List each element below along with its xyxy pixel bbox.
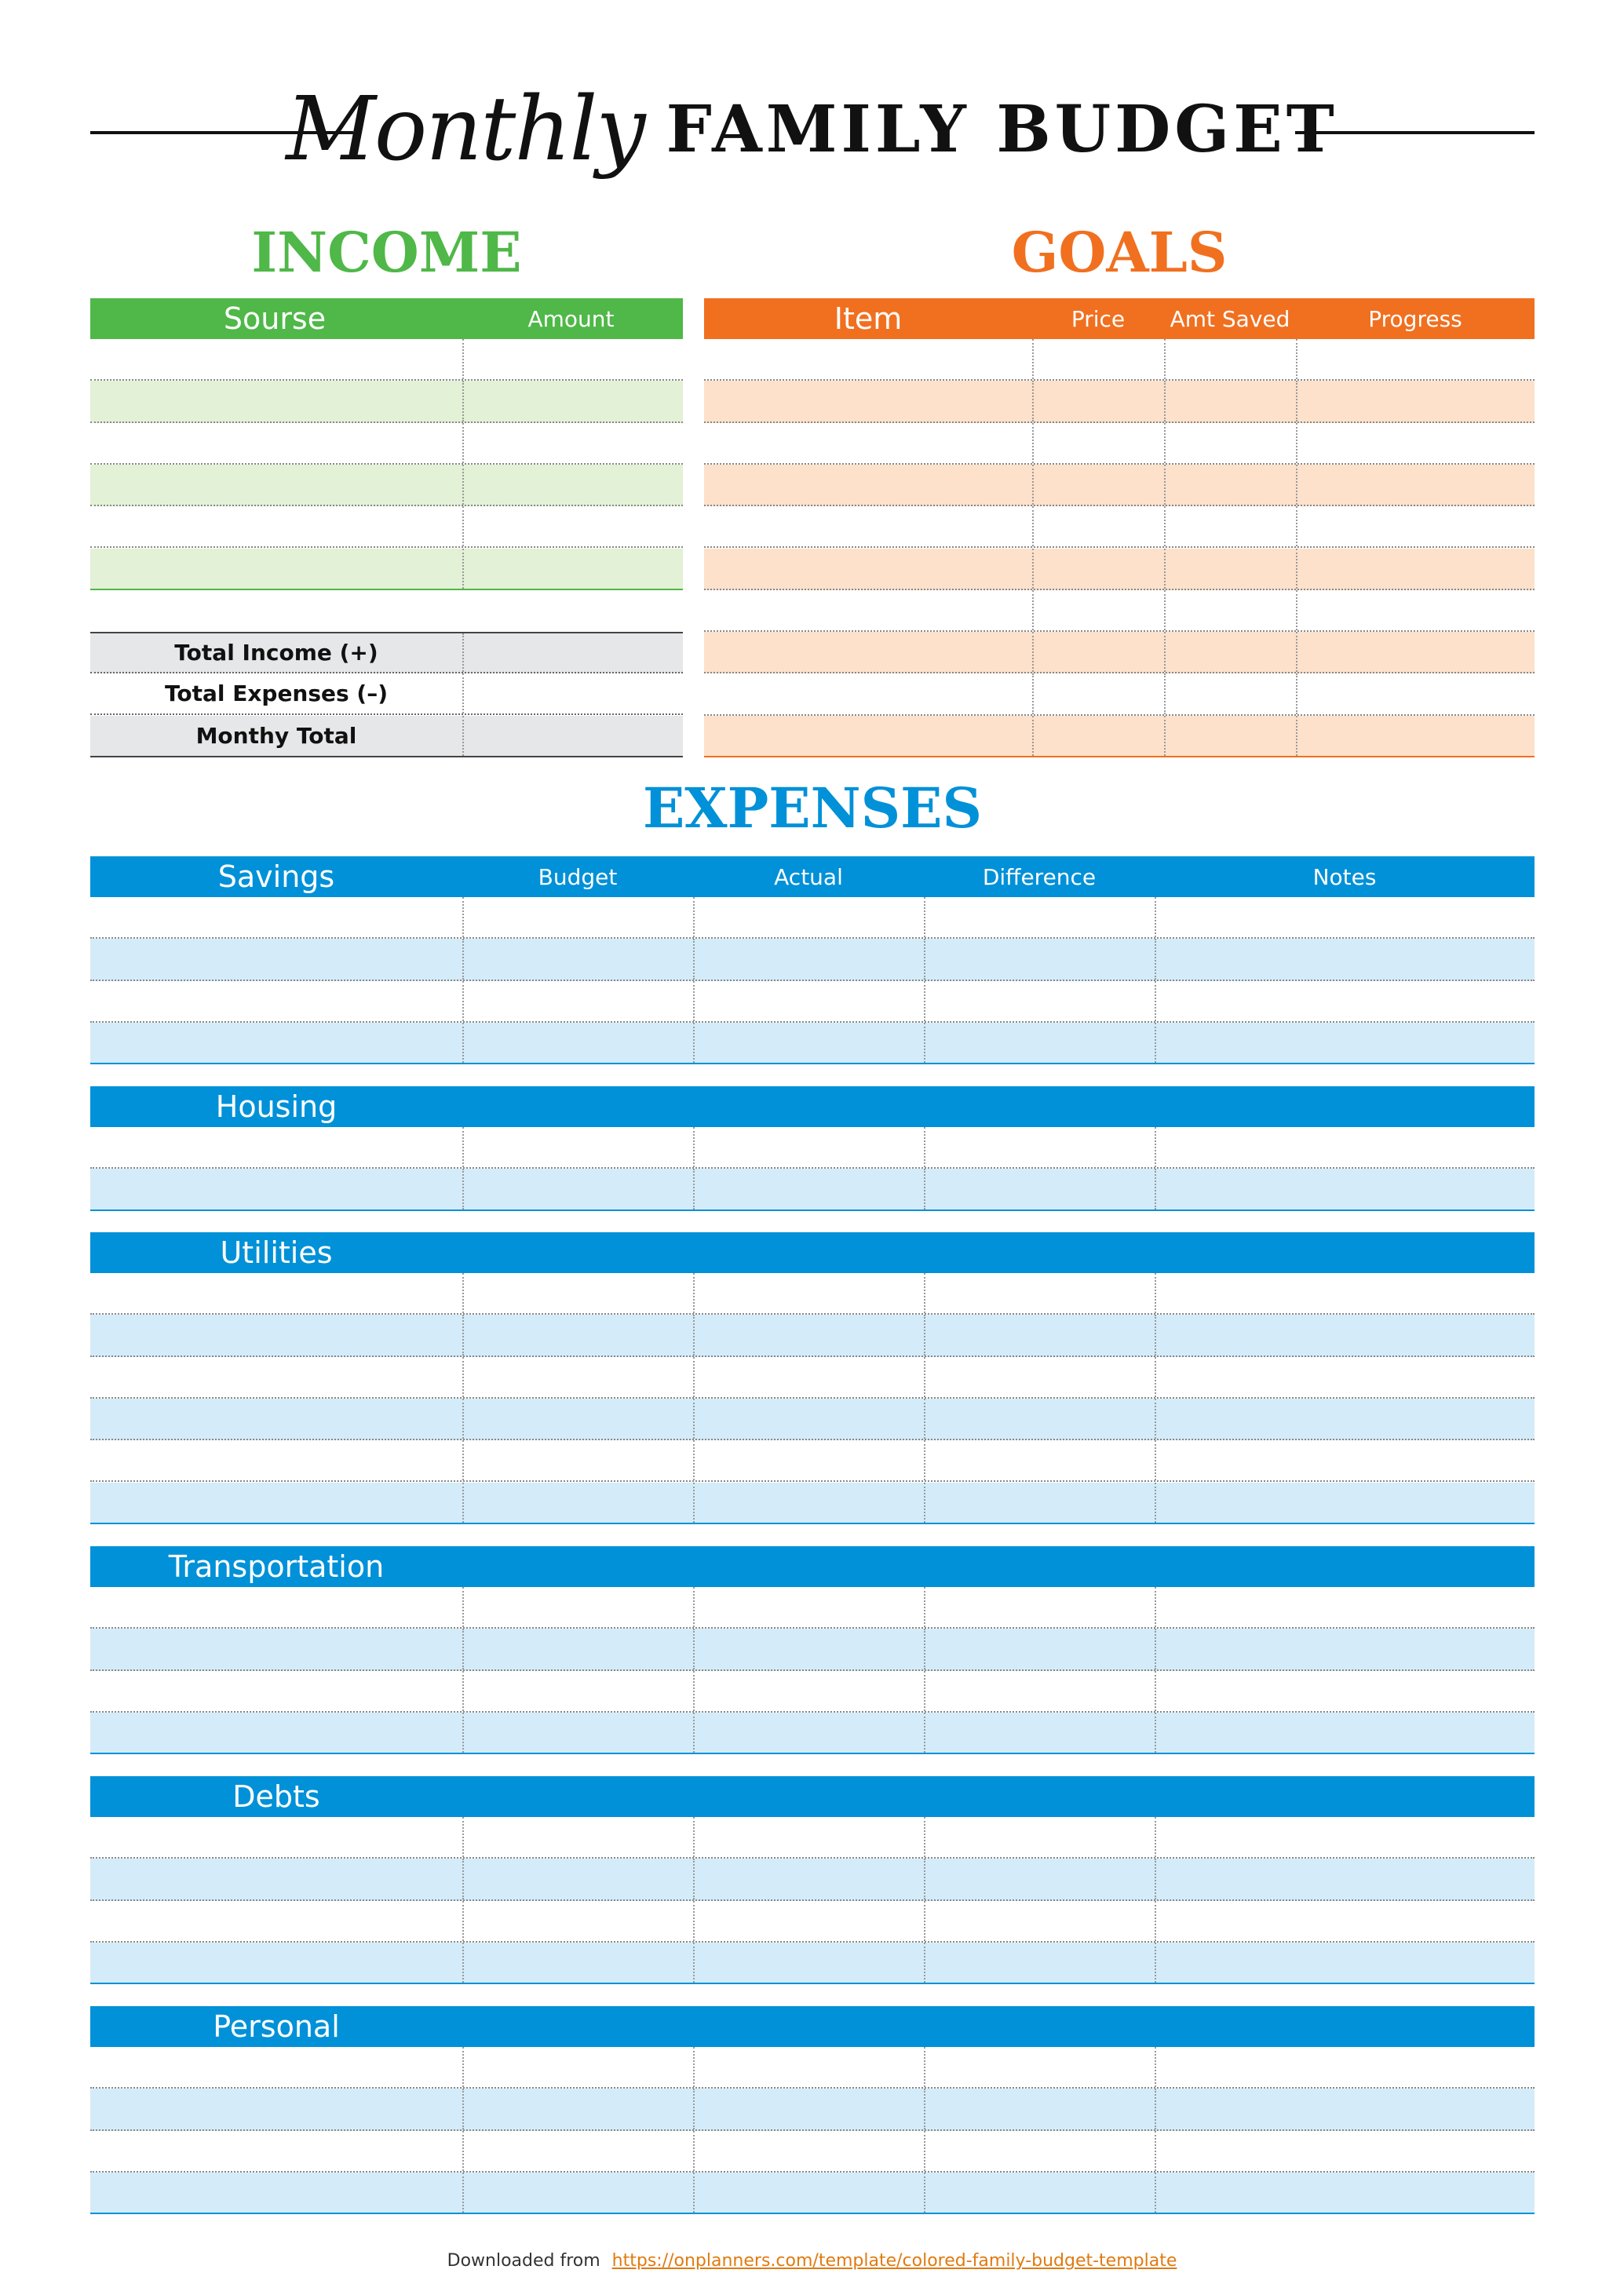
title-script: Monthly [286,78,644,181]
column-separator [924,1127,925,1167]
column-separator [924,939,925,979]
column-separator [1155,939,1156,979]
column-separator [1155,981,1156,1021]
expense-row[interactable] [90,2089,1535,2130]
income-row[interactable] [90,549,683,590]
column-separator [1164,339,1166,379]
expense-row[interactable] [90,1023,1535,1064]
column-separator [924,1399,925,1439]
column-separator [1032,632,1034,672]
column-separator [462,2089,464,2129]
column-separator [924,2047,925,2087]
column-separator [1155,897,1156,937]
goals-row[interactable] [704,632,1535,673]
expense-row[interactable] [90,1273,1535,1315]
column-separator [1032,590,1034,630]
column-separator [693,1127,695,1167]
column-separator [462,1943,464,1983]
goals-row[interactable] [704,590,1535,632]
column-separator [693,1901,695,1941]
column-separator [1155,1817,1156,1857]
column-separator [462,1671,464,1711]
column-separator [693,1315,695,1355]
column-separator [693,981,695,1021]
column-separator [1155,1440,1156,1480]
column-separator [1164,673,1166,713]
goals-row[interactable] [704,465,1535,506]
column-separator [462,1859,464,1899]
column-separator [1032,673,1034,713]
column-separator [1155,1357,1156,1397]
column-separator [462,939,464,979]
header-budget: Budget [538,863,618,890]
column-separator [462,1817,464,1857]
header-actual: Actual [774,863,843,890]
column-separator [462,1399,464,1439]
column-separator [924,2089,925,2129]
column-separator [462,339,464,379]
column-separator [924,1943,925,1983]
column-separator [1032,381,1034,421]
column-separator [693,1169,695,1209]
category-label: Debts [232,1779,320,1814]
column-separator [1296,465,1297,505]
column-separator [693,1357,695,1397]
income-header [90,298,683,339]
column-separator [462,1629,464,1669]
column-separator [462,465,464,505]
column-separator [693,1587,695,1627]
column-separator [462,1273,464,1313]
column-separator [462,2131,464,2171]
column-separator [462,716,464,756]
footer-text: Downloaded from [447,2251,600,2271]
expense-row[interactable] [90,1713,1535,1754]
column-separator [1032,423,1034,463]
income-row[interactable] [90,423,683,465]
column-separator [693,1629,695,1669]
column-separator [693,1859,695,1899]
expense-row[interactable] [90,1901,1535,1943]
column-separator [1164,506,1166,546]
expense-row[interactable] [90,1859,1535,1900]
column-separator [1296,381,1297,421]
total-row[interactable] [90,673,683,715]
column-separator [1164,381,1166,421]
column-separator [1164,632,1166,672]
expense-category-header [90,1546,1535,1587]
expense-row[interactable] [90,1357,1535,1399]
column-separator [1155,1273,1156,1313]
column-separator [693,1817,695,1857]
goals-row[interactable] [704,673,1535,715]
column-separator [924,1169,925,1209]
column-separator [462,2173,464,2213]
column-separator [1155,1713,1156,1753]
goals-row[interactable] [704,506,1535,548]
column-separator [462,1023,464,1063]
column-separator [693,1273,695,1313]
column-separator [1155,1169,1156,1209]
column-separator [693,2047,695,2087]
column-separator [924,1483,925,1523]
column-separator [1164,423,1166,463]
goals-row[interactable] [704,339,1535,381]
column-separator [462,423,464,463]
column-separator [1155,1587,1156,1627]
expense-row[interactable] [90,2047,1535,2089]
column-separator [1032,716,1034,756]
column-separator [693,897,695,937]
column-separator [924,2131,925,2171]
column-separator [1155,2131,1156,2171]
expenses-title: EXPENSES [642,775,983,841]
column-separator [1032,339,1034,379]
column-separator [462,1440,464,1480]
category-label: Savings [217,859,335,894]
column-separator [1155,1483,1156,1523]
column-separator [462,549,464,589]
column-separator [693,1440,695,1480]
expense-row[interactable] [90,1671,1535,1713]
expense-row[interactable] [90,2131,1535,2173]
column-separator [693,2131,695,2171]
column-separator [924,1629,925,1669]
column-separator [462,1127,464,1167]
column-separator [1296,506,1297,546]
column-separator [462,1587,464,1627]
column-separator [693,2173,695,2213]
goals-header-item: Item [834,301,903,336]
column-separator [924,1273,925,1313]
goals-title: GOALS [1011,220,1228,285]
total-row[interactable] [90,632,683,673]
expense-row[interactable] [90,1629,1535,1670]
total-label: Total Expenses (–) [164,680,389,707]
goals-header-progress: Progress [1368,305,1462,332]
expense-row[interactable] [90,1399,1535,1440]
column-separator [924,2173,925,2213]
column-separator [462,1901,464,1941]
column-separator [1164,549,1166,589]
header-difference: Difference [982,863,1097,890]
column-separator [462,981,464,1021]
column-separator [1155,2173,1156,2213]
column-separator [1296,590,1297,630]
expense-category-header [90,1086,1535,1127]
column-separator [1296,423,1297,463]
column-separator [462,1713,464,1753]
column-separator [693,1399,695,1439]
title-main: FAMILY BUDGET [666,92,1338,167]
column-separator [1155,1023,1156,1063]
column-separator [693,2089,695,2129]
column-separator [924,1587,925,1627]
goals-header-price: Price [1071,305,1126,332]
column-separator [693,1671,695,1711]
column-separator [1155,1859,1156,1899]
column-separator [924,1357,925,1397]
category-label: Housing [215,1089,338,1124]
column-separator [924,1023,925,1063]
column-separator [1164,590,1166,630]
income-header-source: Sourse [223,301,327,336]
goals-header-saved: Amt Saved [1170,305,1290,332]
category-label: Transportation [168,1549,385,1584]
goals-row[interactable] [704,549,1535,590]
column-separator [1164,716,1166,756]
total-label: Monthy Total [195,722,357,749]
expense-category-header [90,1776,1535,1817]
total-label: Total Income (+) [174,640,378,666]
goals-row[interactable] [704,716,1535,757]
column-separator [1296,632,1297,672]
column-separator [924,1440,925,1480]
column-separator [462,506,464,546]
header-notes: Notes [1312,863,1377,890]
income-row[interactable] [90,381,683,422]
column-separator [693,1943,695,1983]
column-separator [693,1713,695,1753]
category-label: Personal [213,2009,340,2044]
income-title: INCOME [251,220,522,285]
column-separator [924,1671,925,1711]
total-row[interactable] [90,716,683,757]
goals-header [704,298,1535,339]
income-row[interactable] [90,506,683,548]
income-row[interactable] [90,465,683,506]
column-separator [924,981,925,1021]
column-separator [462,897,464,937]
column-separator [693,1483,695,1523]
category-label: Utilities [220,1235,333,1270]
column-separator [924,1901,925,1941]
column-separator [1296,339,1297,379]
column-separator [1032,549,1034,589]
footer-link[interactable]: https://onplanners.com/template/colored-family-budget-template [611,2251,1177,2271]
column-separator [1155,1671,1156,1711]
expense-category-header [90,2006,1535,2047]
column-separator [924,1315,925,1355]
expense-row[interactable] [90,939,1535,980]
column-separator [462,1483,464,1523]
column-separator [462,381,464,421]
expense-row[interactable] [90,1943,1535,1984]
expense-category-header [90,856,1535,897]
column-separator [1032,465,1034,505]
column-separator [1296,549,1297,589]
page-title [0,78,1624,188]
column-separator [1155,1399,1156,1439]
column-separator [924,1859,925,1899]
column-separator [462,1357,464,1397]
expense-row[interactable] [90,1483,1535,1524]
expense-category-header [90,1232,1535,1273]
column-separator [693,939,695,979]
expense-row[interactable] [90,897,1535,939]
column-separator [462,673,464,713]
column-separator [924,1713,925,1753]
column-separator [462,1315,464,1355]
column-separator [1155,1629,1156,1669]
expense-row[interactable] [90,1315,1535,1356]
column-separator [1296,716,1297,756]
expense-row[interactable] [90,1440,1535,1482]
column-separator [1155,1901,1156,1941]
column-separator [1155,2089,1156,2129]
expense-row[interactable] [90,1127,1535,1169]
expense-row[interactable] [90,1817,1535,1859]
expense-row[interactable] [90,1169,1535,1210]
goals-row[interactable] [704,381,1535,422]
column-separator [1032,506,1034,546]
goals-row[interactable] [704,423,1535,465]
column-separator [1155,1315,1156,1355]
footer [0,2251,1624,2271]
column-separator [924,1817,925,1857]
expense-row[interactable] [90,2173,1535,2214]
column-separator [924,897,925,937]
column-separator [1155,2047,1156,2087]
column-separator [1155,1127,1156,1167]
income-header-amount: Amount [527,305,615,332]
column-separator [1296,673,1297,713]
column-separator [462,1169,464,1209]
column-separator [1155,1943,1156,1983]
column-separator [462,633,464,672]
income-row[interactable] [90,339,683,381]
expense-row[interactable] [90,981,1535,1023]
expense-row[interactable] [90,1587,1535,1629]
column-separator [1164,465,1166,505]
column-separator [693,1023,695,1063]
column-separator [462,2047,464,2087]
